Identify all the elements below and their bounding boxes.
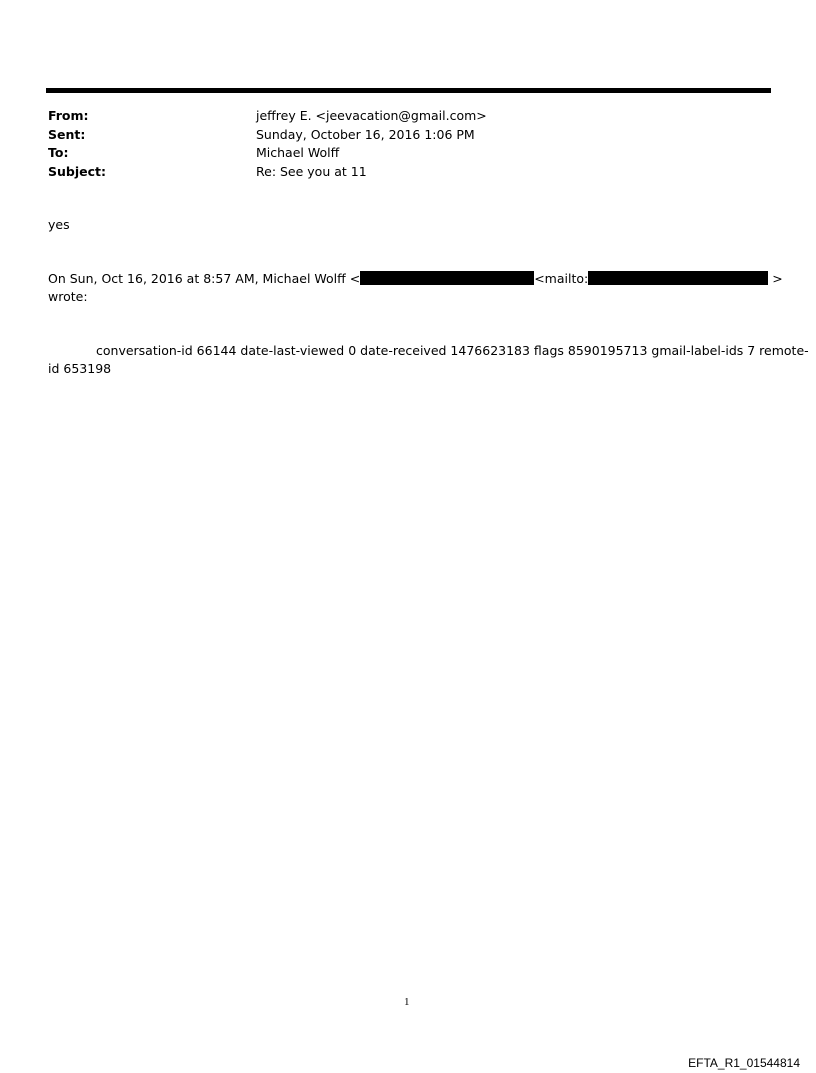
from-value: jeffrey E. <jeevacation@gmail.com> [256, 108, 487, 123]
header-divider [46, 88, 771, 93]
bates-number: EFTA_R1_01544814 [688, 1056, 800, 1070]
subject-label: Subject: [48, 163, 106, 179]
sent-row [48, 126, 768, 145]
sent-label: Sent: [48, 126, 86, 142]
quote-header [48, 270, 783, 288]
from-row [48, 107, 768, 126]
email-header [48, 107, 768, 181]
to-row [48, 144, 768, 163]
quote-close: > [772, 271, 783, 286]
quote-intro: On Sun, Oct 16, 2016 at 8:57 AM, Michael Wolff < [48, 271, 361, 286]
subject-row [48, 163, 768, 182]
reply-text: yes [48, 217, 70, 232]
sent-value: Sunday, October 16, 2016 1:06 PM [256, 126, 475, 142]
redaction-block [360, 271, 534, 285]
to-label: To: [48, 145, 69, 160]
from-label: From: [48, 108, 89, 123]
page-number: 1 [404, 996, 410, 1008]
wrote-text: wrote: [48, 289, 88, 304]
subject-value: Re: See you at 11 [256, 163, 367, 179]
redaction-block [588, 271, 768, 285]
metadata-line-1: conversation-id 66144 date-last-viewed 0 date-received 1476623183 flags 8590195713 gmail-label-ids 7 remote- [96, 343, 809, 358]
to-value: Michael Wolff [256, 145, 340, 160]
mailto-prefix: <mailto: [534, 271, 589, 286]
metadata-line-2: id 653198 [48, 361, 112, 376]
